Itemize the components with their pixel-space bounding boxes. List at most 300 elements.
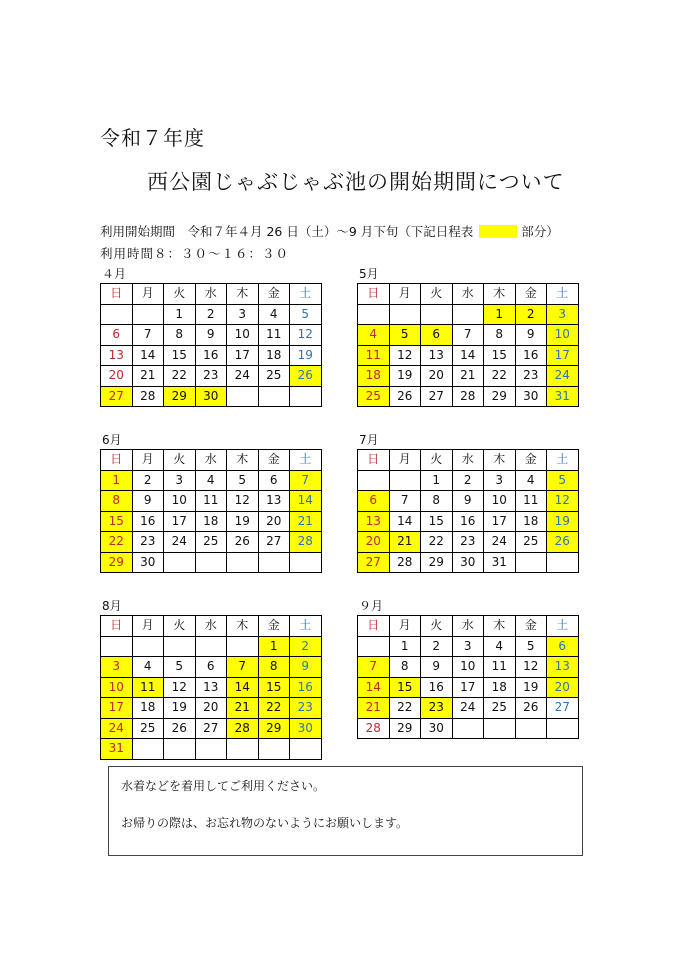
day-cell: 16	[290, 677, 322, 698]
day-cell: 3	[452, 636, 484, 657]
week-row	[358, 325, 579, 346]
week-row	[101, 677, 322, 698]
day-cell: 23	[515, 366, 547, 387]
day-cell: 22	[421, 532, 453, 553]
week-row	[358, 386, 579, 407]
empty-day-cell	[484, 718, 516, 739]
day-cell: 13	[547, 657, 579, 678]
empty-day-cell	[515, 718, 547, 739]
weekday-header: 金	[515, 284, 547, 305]
day-cell: 2	[421, 636, 453, 657]
day-cell: 21	[358, 698, 390, 719]
day-cell: 1	[258, 636, 290, 657]
day-cell: 30	[421, 718, 453, 739]
day-cell: 26	[164, 718, 196, 739]
day-cell: 5	[547, 470, 579, 491]
day-cell: 11	[195, 491, 227, 512]
weekday-header: 日	[101, 284, 133, 305]
day-cell: 3	[227, 304, 259, 325]
week-row	[358, 345, 579, 366]
day-cell: 15	[164, 345, 196, 366]
day-cell: 31	[484, 552, 516, 573]
day-cell: 12	[515, 657, 547, 678]
empty-day-cell	[258, 386, 290, 407]
week-row	[358, 698, 579, 719]
weekday-header: 木	[484, 616, 516, 637]
day-cell: 23	[290, 698, 322, 719]
day-cell: 5	[227, 470, 259, 491]
month-calendar	[357, 615, 579, 739]
week-row	[358, 657, 579, 678]
weekday-header: 日	[358, 616, 390, 637]
month-calendar	[357, 449, 579, 573]
week-row	[358, 552, 579, 573]
day-cell: 19	[515, 677, 547, 698]
day-cell: 9	[515, 325, 547, 346]
empty-day-cell	[358, 636, 390, 657]
empty-day-cell	[290, 552, 322, 573]
day-cell: 23	[421, 698, 453, 719]
weekday-header: 月	[389, 616, 421, 637]
empty-day-cell	[227, 636, 259, 657]
month-label: 5月	[359, 267, 379, 281]
empty-day-cell	[258, 552, 290, 573]
day-cell: 16	[132, 511, 164, 532]
weekday-header: 火	[164, 450, 196, 471]
day-cell: 29	[258, 718, 290, 739]
weekday-header-row	[358, 616, 579, 637]
day-cell: 5	[164, 657, 196, 678]
empty-day-cell	[421, 304, 453, 325]
empty-day-cell	[195, 636, 227, 657]
day-cell: 1	[164, 304, 196, 325]
day-cell: 7	[227, 657, 259, 678]
empty-day-cell	[164, 552, 196, 573]
weekday-header: 土	[547, 450, 579, 471]
day-cell: 25	[132, 718, 164, 739]
day-cell: 19	[227, 511, 259, 532]
day-cell: 27	[358, 552, 390, 573]
month-label: 6月	[102, 433, 122, 447]
weekday-header: 金	[258, 450, 290, 471]
weekday-header: 水	[195, 284, 227, 305]
weekday-header: 月	[132, 616, 164, 637]
weekday-header: 水	[452, 284, 484, 305]
day-cell: 11	[358, 345, 390, 366]
day-cell: 25	[195, 532, 227, 553]
day-cell: 7	[132, 325, 164, 346]
weekday-header-row	[358, 450, 579, 471]
day-cell: 30	[132, 552, 164, 573]
day-cell: 21	[132, 366, 164, 387]
weekday-header: 火	[164, 616, 196, 637]
day-cell: 20	[258, 511, 290, 532]
month-label: ４月	[102, 267, 127, 281]
week-row	[358, 470, 579, 491]
day-cell: 9	[452, 491, 484, 512]
day-cell: 28	[389, 552, 421, 573]
day-cell: 13	[101, 345, 133, 366]
note-swimwear: 水着などを着用してご利用ください。	[121, 779, 326, 793]
day-cell: 7	[358, 657, 390, 678]
day-cell: 30	[290, 718, 322, 739]
empty-day-cell	[389, 304, 421, 325]
day-cell: 7	[389, 491, 421, 512]
weekday-header: 土	[290, 450, 322, 471]
day-cell: 9	[132, 491, 164, 512]
empty-day-cell	[101, 636, 133, 657]
day-cell: 28	[132, 386, 164, 407]
day-cell: 6	[258, 470, 290, 491]
empty-day-cell	[195, 739, 227, 760]
notes-box	[108, 766, 583, 856]
day-cell: 18	[515, 511, 547, 532]
week-row	[358, 718, 579, 739]
day-cell: 24	[164, 532, 196, 553]
weekday-header: 金	[258, 284, 290, 305]
day-cell: 27	[101, 386, 133, 407]
week-row	[101, 739, 322, 760]
day-cell: 10	[164, 491, 196, 512]
day-cell: 25	[258, 366, 290, 387]
day-cell: 25	[515, 532, 547, 553]
day-cell: 14	[452, 345, 484, 366]
day-cell: 20	[358, 532, 390, 553]
day-cell: 14	[389, 511, 421, 532]
month-label: 8月	[102, 599, 122, 613]
page-subtitle: 西公園じゃぶじゃぶ池の開始期間について	[147, 170, 565, 194]
day-cell: 1	[389, 636, 421, 657]
weekday-header: 日	[358, 450, 390, 471]
day-cell: 3	[164, 470, 196, 491]
empty-day-cell	[290, 386, 322, 407]
weekday-header: 月	[389, 284, 421, 305]
day-cell: 6	[358, 491, 390, 512]
day-cell: 4	[358, 325, 390, 346]
day-cell: 27	[195, 718, 227, 739]
empty-day-cell	[258, 739, 290, 760]
month-calendar	[100, 283, 322, 407]
day-cell: 23	[132, 532, 164, 553]
day-cell: 13	[358, 511, 390, 532]
day-cell: 4	[195, 470, 227, 491]
day-cell: 26	[515, 698, 547, 719]
weekday-header: 土	[547, 284, 579, 305]
day-cell: 1	[421, 470, 453, 491]
day-cell: 2	[452, 470, 484, 491]
day-cell: 14	[290, 491, 322, 512]
day-cell: 29	[101, 552, 133, 573]
weekday-header: 水	[195, 450, 227, 471]
day-cell: 21	[452, 366, 484, 387]
week-row	[101, 491, 322, 512]
day-cell: 11	[132, 677, 164, 698]
day-cell: 1	[101, 470, 133, 491]
day-cell: 14	[132, 345, 164, 366]
empty-day-cell	[227, 552, 259, 573]
day-cell: 1	[484, 304, 516, 325]
day-cell: 24	[101, 718, 133, 739]
day-cell: 4	[258, 304, 290, 325]
day-cell: 16	[515, 345, 547, 366]
day-cell: 12	[227, 491, 259, 512]
week-row	[101, 345, 322, 366]
week-row	[101, 304, 322, 325]
day-cell: 28	[452, 386, 484, 407]
day-cell: 29	[484, 386, 516, 407]
day-cell: 5	[389, 325, 421, 346]
weekday-header: 土	[290, 284, 322, 305]
day-cell: 21	[290, 511, 322, 532]
week-row	[101, 532, 322, 553]
day-cell: 26	[389, 386, 421, 407]
week-row	[101, 552, 322, 573]
highlight-swatch	[479, 225, 517, 238]
day-cell: 13	[258, 491, 290, 512]
day-cell: 13	[421, 345, 453, 366]
day-cell: 11	[484, 657, 516, 678]
empty-day-cell	[195, 552, 227, 573]
day-cell: 31	[101, 739, 133, 760]
page-title: 令和７年度	[100, 126, 205, 150]
weekday-header: 金	[515, 616, 547, 637]
day-cell: 10	[484, 491, 516, 512]
weekday-header: 火	[421, 450, 453, 471]
day-cell: 8	[389, 657, 421, 678]
weekday-header-row	[358, 284, 579, 305]
day-cell: 9	[421, 657, 453, 678]
day-cell: 2	[515, 304, 547, 325]
day-cell: 10	[101, 677, 133, 698]
day-cell: 18	[358, 366, 390, 387]
week-row	[101, 366, 322, 387]
weekday-header: 日	[101, 450, 133, 471]
usage-period-text: 利用開始期間 令和７年４月 26 日（土）～9 月下旬（下記日程表	[100, 224, 474, 239]
day-cell: 12	[164, 677, 196, 698]
day-cell: 15	[389, 677, 421, 698]
empty-day-cell	[101, 304, 133, 325]
day-cell: 27	[421, 386, 453, 407]
day-cell: 17	[547, 345, 579, 366]
day-cell: 4	[515, 470, 547, 491]
day-cell: 21	[389, 532, 421, 553]
day-cell: 6	[421, 325, 453, 346]
empty-day-cell	[547, 718, 579, 739]
day-cell: 12	[290, 325, 322, 346]
day-cell: 2	[290, 636, 322, 657]
day-cell: 22	[101, 532, 133, 553]
day-cell: 15	[484, 345, 516, 366]
day-cell: 16	[195, 345, 227, 366]
day-cell: 28	[227, 718, 259, 739]
weekday-header: 水	[195, 616, 227, 637]
empty-day-cell	[227, 386, 259, 407]
note-belongings: お帰りの際は、お忘れ物のないようにお願いします。	[121, 816, 409, 830]
day-cell: 8	[421, 491, 453, 512]
day-cell: 29	[389, 718, 421, 739]
day-cell: 12	[547, 491, 579, 512]
day-cell: 17	[101, 698, 133, 719]
day-cell: 17	[452, 677, 484, 698]
day-cell: 6	[195, 657, 227, 678]
day-cell: 23	[452, 532, 484, 553]
empty-day-cell	[227, 739, 259, 760]
weekday-header: 金	[515, 450, 547, 471]
day-cell: 24	[227, 366, 259, 387]
day-cell: 19	[547, 511, 579, 532]
day-cell: 20	[421, 366, 453, 387]
empty-day-cell	[515, 552, 547, 573]
month-calendar	[100, 449, 322, 573]
empty-day-cell	[452, 304, 484, 325]
day-cell: 20	[195, 698, 227, 719]
day-cell: 16	[421, 677, 453, 698]
weekday-header: 月	[132, 450, 164, 471]
day-cell: 24	[484, 532, 516, 553]
day-cell: 19	[164, 698, 196, 719]
empty-day-cell	[164, 739, 196, 760]
day-cell: 9	[290, 657, 322, 678]
day-cell: 30	[195, 386, 227, 407]
day-cell: 18	[484, 677, 516, 698]
day-cell: 30	[452, 552, 484, 573]
day-cell: 3	[484, 470, 516, 491]
usage-hours: 利用時間８：３０～１６：３０	[100, 246, 290, 261]
day-cell: 10	[547, 325, 579, 346]
day-cell: 5	[515, 636, 547, 657]
week-row	[358, 304, 579, 325]
week-row	[101, 636, 322, 657]
day-cell: 11	[258, 325, 290, 346]
week-row	[101, 657, 322, 678]
day-cell: 22	[164, 366, 196, 387]
day-cell: 8	[258, 657, 290, 678]
day-cell: 22	[389, 698, 421, 719]
day-cell: 16	[452, 511, 484, 532]
empty-day-cell	[290, 739, 322, 760]
month-calendar	[357, 283, 579, 407]
week-row	[358, 532, 579, 553]
day-cell: 26	[227, 532, 259, 553]
day-cell: 7	[452, 325, 484, 346]
weekday-header: 土	[290, 616, 322, 637]
weekday-header-row	[101, 284, 322, 305]
weekday-header: 月	[132, 284, 164, 305]
weekday-header: 木	[227, 284, 259, 305]
week-row	[101, 718, 322, 739]
weekday-header: 木	[484, 450, 516, 471]
day-cell: 10	[227, 325, 259, 346]
day-cell: 10	[452, 657, 484, 678]
day-cell: 26	[547, 532, 579, 553]
day-cell: 15	[258, 677, 290, 698]
empty-day-cell	[389, 470, 421, 491]
day-cell: 23	[195, 366, 227, 387]
empty-day-cell	[452, 718, 484, 739]
day-cell: 18	[258, 345, 290, 366]
weekday-header: 月	[389, 450, 421, 471]
weekday-header: 木	[484, 284, 516, 305]
day-cell: 29	[164, 386, 196, 407]
day-cell: 27	[547, 698, 579, 719]
day-cell: 22	[258, 698, 290, 719]
week-row	[358, 677, 579, 698]
day-cell: 8	[484, 325, 516, 346]
day-cell: 12	[389, 345, 421, 366]
day-cell: 22	[484, 366, 516, 387]
day-cell: 6	[101, 325, 133, 346]
day-cell: 26	[290, 366, 322, 387]
day-cell: 9	[195, 325, 227, 346]
day-cell: 31	[547, 386, 579, 407]
empty-day-cell	[132, 304, 164, 325]
day-cell: 28	[358, 718, 390, 739]
weekday-header: 金	[258, 616, 290, 637]
empty-day-cell	[132, 636, 164, 657]
empty-day-cell	[358, 470, 390, 491]
weekday-header: 土	[547, 616, 579, 637]
week-row	[358, 366, 579, 387]
day-cell: 2	[132, 470, 164, 491]
day-cell: 17	[164, 511, 196, 532]
day-cell: 5	[290, 304, 322, 325]
week-row	[101, 698, 322, 719]
month-label: ９月	[359, 599, 384, 613]
day-cell: 11	[515, 491, 547, 512]
day-cell: 27	[258, 532, 290, 553]
day-cell: 18	[132, 698, 164, 719]
week-row	[101, 386, 322, 407]
empty-day-cell	[132, 739, 164, 760]
day-cell: 8	[164, 325, 196, 346]
weekday-header: 日	[358, 284, 390, 305]
day-cell: 2	[195, 304, 227, 325]
empty-day-cell	[547, 552, 579, 573]
day-cell: 4	[484, 636, 516, 657]
day-cell: 8	[101, 491, 133, 512]
day-cell: 4	[132, 657, 164, 678]
month-label: 7月	[359, 433, 379, 447]
weekday-header: 木	[227, 616, 259, 637]
week-row	[101, 470, 322, 491]
day-cell: 13	[195, 677, 227, 698]
day-cell: 7	[290, 470, 322, 491]
week-row	[358, 636, 579, 657]
week-row	[358, 491, 579, 512]
day-cell: 20	[101, 366, 133, 387]
weekday-header: 水	[452, 616, 484, 637]
day-cell: 30	[515, 386, 547, 407]
empty-day-cell	[164, 636, 196, 657]
day-cell: 17	[227, 345, 259, 366]
day-cell: 15	[101, 511, 133, 532]
day-cell: 29	[421, 552, 453, 573]
day-cell: 3	[101, 657, 133, 678]
weekday-header: 水	[452, 450, 484, 471]
day-cell: 20	[547, 677, 579, 698]
day-cell: 19	[290, 345, 322, 366]
weekday-header-row	[101, 450, 322, 471]
weekday-header-row	[101, 616, 322, 637]
day-cell: 19	[389, 366, 421, 387]
week-row	[358, 511, 579, 532]
weekday-header: 火	[421, 284, 453, 305]
week-row	[101, 511, 322, 532]
weekday-header: 木	[227, 450, 259, 471]
day-cell: 17	[484, 511, 516, 532]
usage-period	[100, 222, 559, 240]
week-row	[101, 325, 322, 346]
